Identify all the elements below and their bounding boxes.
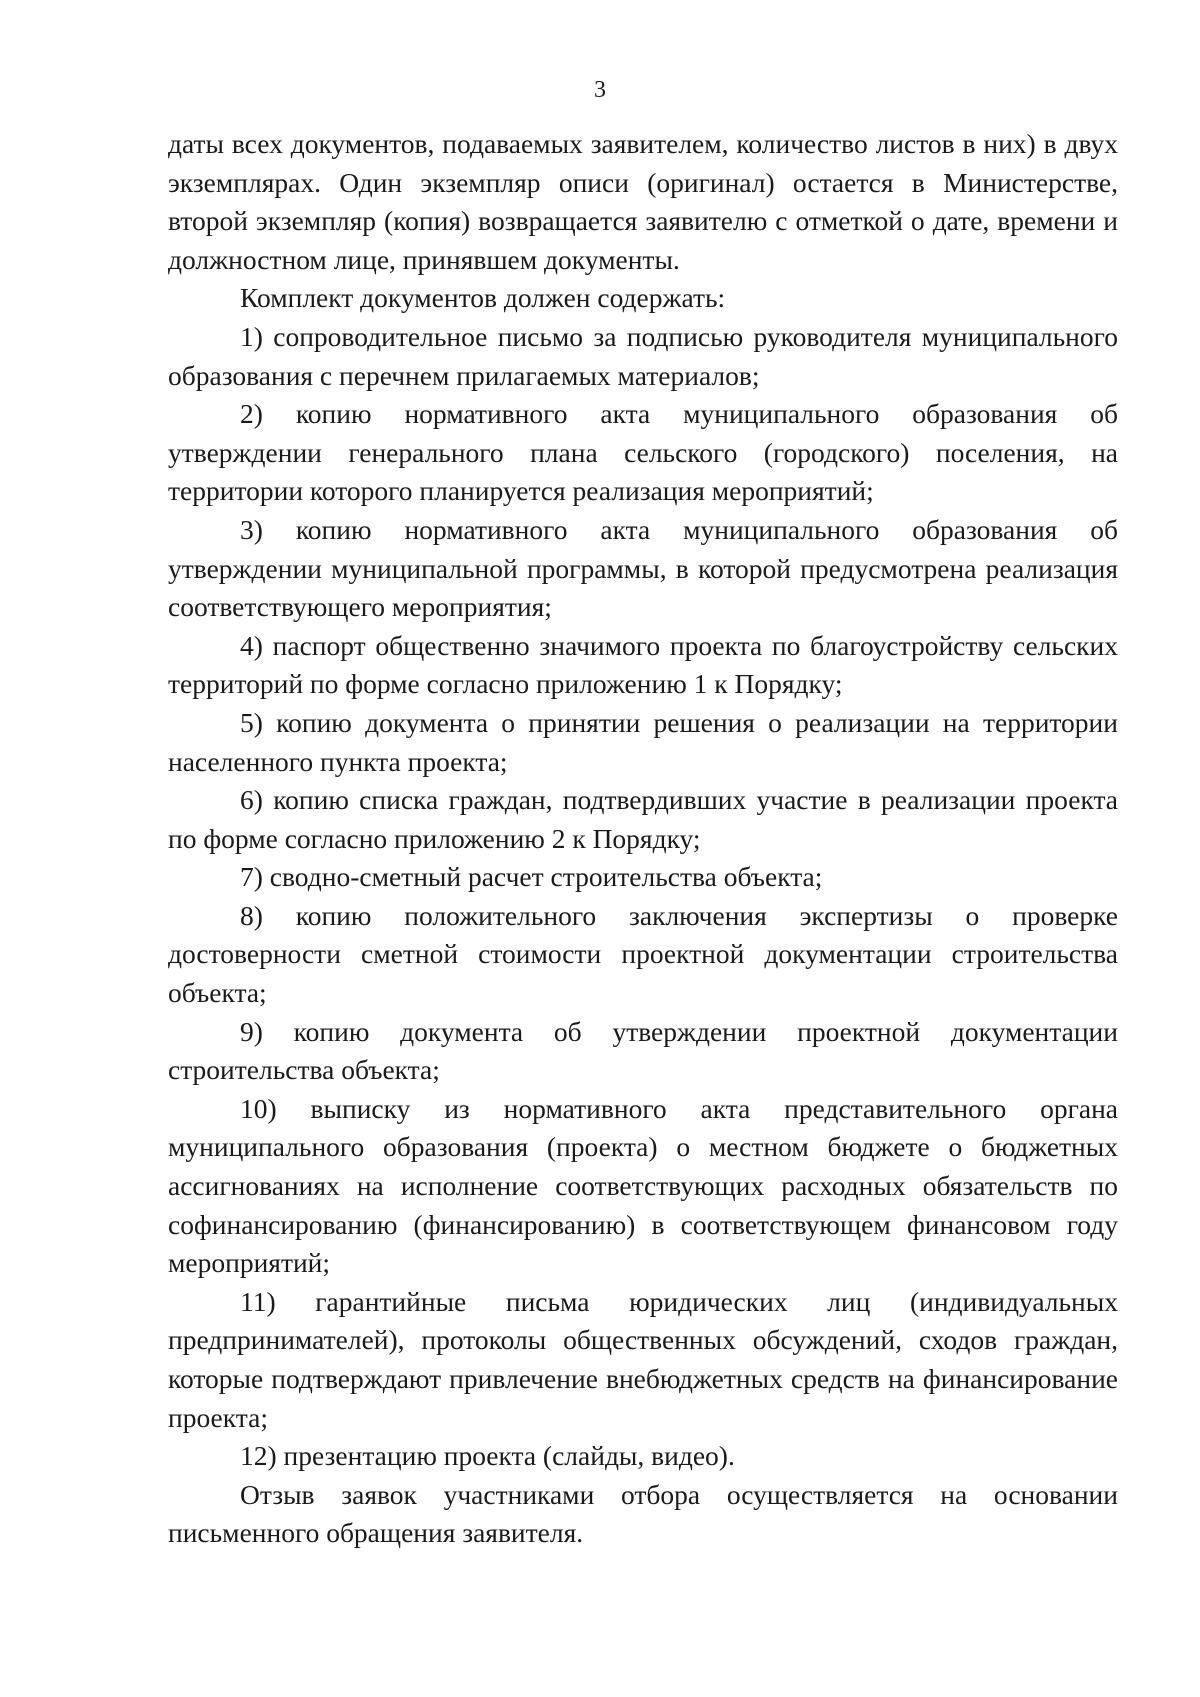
paragraph-withdrawal: Отзыв заявок участниками отбора осуществляется на основании письменного обращения заявителя. xyxy=(168,1478,1118,1549)
list-item-6: 6) копию списка граждан, подтвердивших участие в реализации проекта по форме согласно приложению 2 к Порядку; xyxy=(168,784,1118,854)
list-item-2: 2) копию нормативного акта муниципального образования об утверждении генерального плана сельского (городского) поселения, на территории которого планируется реализация мероприятий; xyxy=(168,398,1118,507)
list-item-3: 3) копию нормативного акта муниципального образования об утверждении муниципальной программы, в которой предусмотрена реализация соответствующего мероприятия; xyxy=(168,513,1118,623)
list-item-10: 10) выписку из нормативного акта представительного органа муниципального образования (проекта) о местном бюджете о бюджетных ассигнованиях на исполнение соответствующих расходных обязательств по софинансированию (финансированию) в соответствующем финансовом году мероприятий; xyxy=(168,1092,1118,1279)
list-item-4: 4) паспорт общественно значимого проекта по благоустройству сельских территорий по форме согласно приложению 1 к Порядку; xyxy=(168,629,1118,700)
list-item-5: 5) копию документа о принятии решения о реализации на территории населенного пункта проекта; xyxy=(168,706,1118,777)
list-item-8: 8) копию положительного заключения экспертизы о проверке достоверности сметной стоимости проектной документации строительства объекта; xyxy=(168,899,1118,1009)
list-item-12: 12) презентацию проекта (слайды, видео). xyxy=(240,1440,735,1472)
page-number: 3 xyxy=(594,77,606,103)
list-item-9: 9) копию документа об утверждении проектной документации строительства объекта; xyxy=(168,1015,1118,1086)
document-body xyxy=(168,125,1118,1553)
list-item-7: 7) сводно-сметный расчет строительства объекта; xyxy=(240,861,823,893)
list-item-1: 1) сопроводительное письмо за подписью руководителя муниципального образования с перечнем прилагаемых материалов; xyxy=(168,320,1118,391)
list-item-11: 11) гарантийные письма юридических лиц (индивидуальных предпринимателей), протоколы общественных обсуждений, сходов граждан, которые подтверждают привлечение внебюджетных средств на финансирование проекта; xyxy=(168,1285,1118,1433)
paragraph-documents-intro: Комплект документов должен содержать: xyxy=(240,282,726,314)
paragraph-continuation: даты всех документов, подаваемых заявителем, количество листов в них) в двух экземплярах. Один экземпляр описи (оригинал) остается в Министерстве, второй экземпляр (копия) возвращается заявителю с отметкой о дате, времени и должностном лице, принявшем документы. xyxy=(168,128,1118,275)
